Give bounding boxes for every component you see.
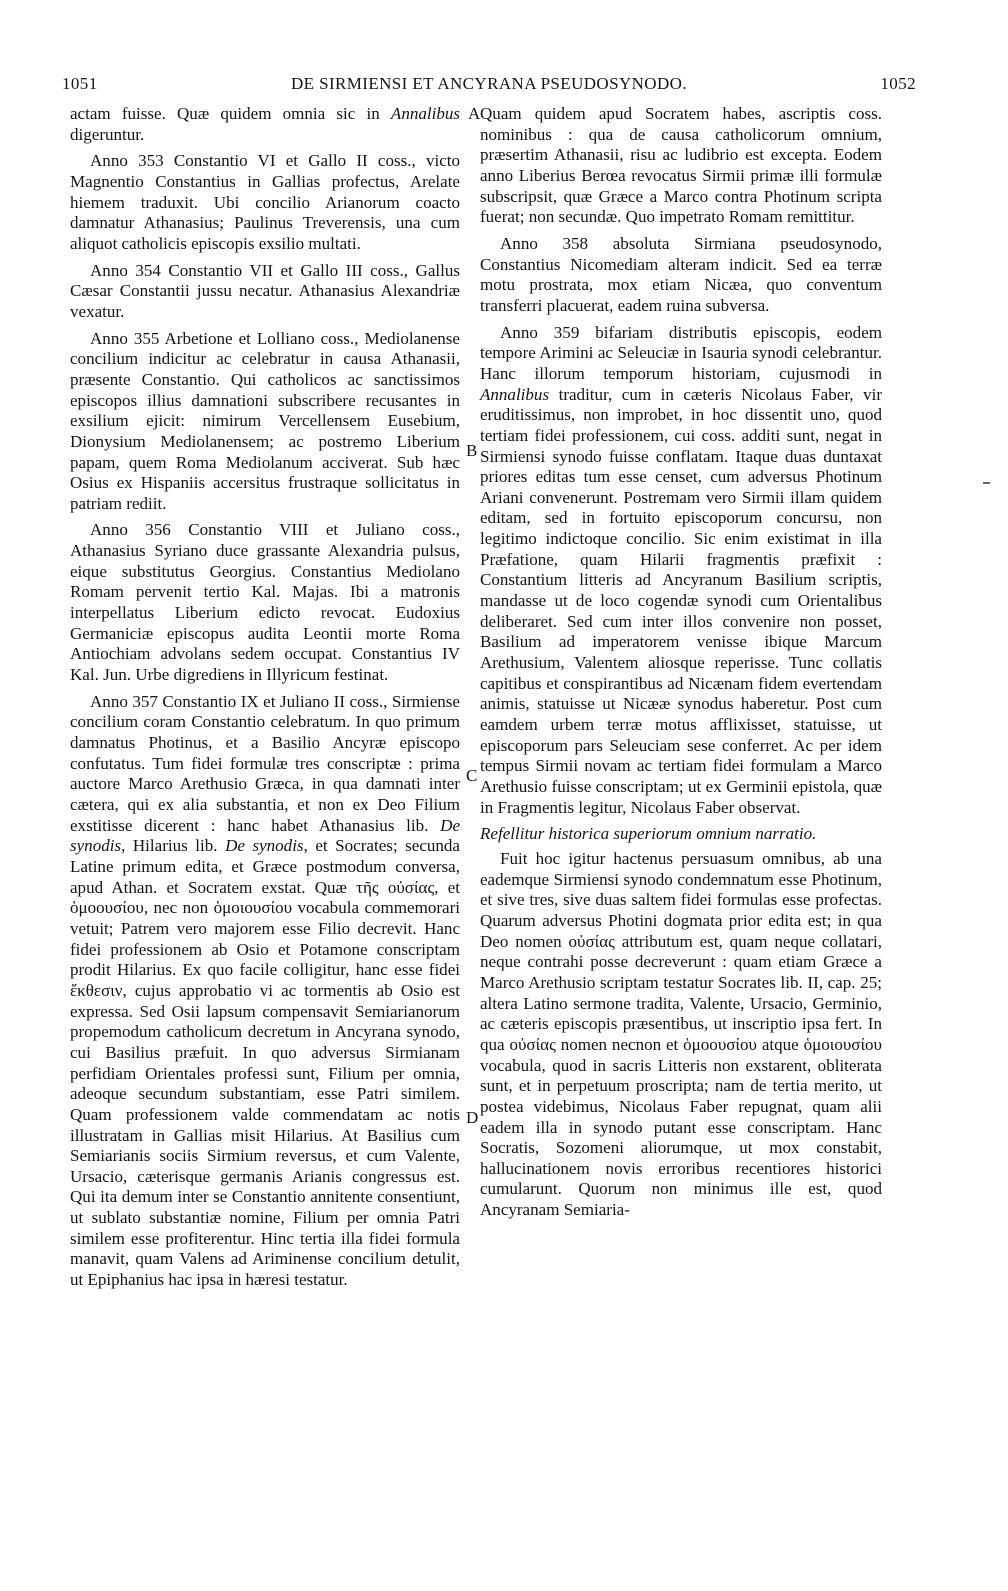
paragraph-anno-356: Anno 356 Constantio VIII et Juliano coss., Athanasius Syriano duce grassante Alexandria pulsus, eique substitutus Georgius. Constantius Mediolano Romam pervenit tertio Kal. Majas. Ibi a matronis interpellatus Liberium edicto revocat. Eudoxius Germaniciæ episcopus audita Leontii morte Roma Antiochiam advolans sedem occupat. Constantius IV Kal. Jun. Urbe digrediens in Illyricum festinat. xyxy=(70,520,460,685)
running-header xyxy=(62,74,916,102)
text-run: traditur, cum in cæteris Nicolaus Faber, vir eruditissimus, non improbet, in hoc dissentit uno, quod tertiam fidei professionem, cui coss. additi sunt, negat in Sirmiensi synodo fuisse conflatam. Itaque duas duntaxat priores editas tum esse censet, cum adversus Photinum Ariani convenerunt. Postremam vero Sirmii illam quidem editam, sed in fortuito episcoporum concursu, non legitimo indictoque concilio. Sic enim existimat in illa Præfatione, quam Hilarii fragmentis præfixit : Constantium litteris ad Ancyranum Basilium scriptis, mandasse ut de loco cogendæ synodi cum Orientalibus deliberaret. Sed cum inter illos convenire non posset, Basilium ad imperatorem venisse ibique Marcum Arethusium, Valentem aliosque reperisse. Tunc collatis capitibus et conspirantibus ad Nicænam fidem evertendam animis, statuisse ut Nicææ synodus haberetur. Post cum eamdem urbem terræ motus afflixisset, statuisse, ut episcoporum pars Seleuciam sese conferret. Ac per idem tempus Sirmii novam ac tertiam fidei formulam a Marco Arethusio fuisse conscriptam; ut ex Germinii epistola, quæ in Fragmentis legitur, Nicolaus Faber observat. xyxy=(480,384,882,817)
left-column xyxy=(70,104,460,1297)
italic-title: Annalibus xyxy=(480,384,550,404)
paragraph-anno-359 xyxy=(480,323,882,819)
paragraph-anno-358: Anno 358 absoluta Sirmiana pseudosynodo, Constantius Nicomediam alteram indicit. Sed ea terræ motu prostrata, mox etiam Nicæa, quo conventum transferri placuerat, eadem ruina subversa. xyxy=(480,233,882,315)
paragraph-refutation: Fuit hoc igitur hactenus persuasum omnibus, ab una eademque Sirmiensi synodo condemnatum esse Photinum, et sive tres, sive duas saltem fidei formulas esse profectas. Quarum adversus Photini dogmata prior edita est; in qua Deo nomen οὐσίας attributum est, quam neque collatari, neque contrahi posse decreverunt : quam etiam Græce a Marco Arethusio scriptam testatur Socrates lib. II, cap. 25; altera Latino sermone tradita, Valente, Ursacio, Germinio, ac cæteris episcopis præsentibus, ut inscriptio ipsa fert. In qua οὐσίας nomen necnon et ὁμοουσίου atque ὁμοιουσίου vocabula, quod in sacris Litteris non exstarent, obliterata sunt, et in perpetuum proscripta; nam de tertia merito, ut postea videbimus, Nicolaus Faber repugnat, quam alii eadem illa in synodo putant esse conscriptam. Hanc Socratis, Sozomeni aliorumque, ut mox constabit, hallucinationem novis erroribus recentiores historici cumularunt. Quorum non minimus ille est, quod Ancyranam Semiaria- xyxy=(480,848,882,1220)
paragraph-anno-354: Anno 354 Constantio VII et Gallo III coss., Gallus Cæsar Constantii jussu necatur. Athanasius Alexandriæ vexatur. xyxy=(70,260,460,321)
scan-mark xyxy=(983,482,990,484)
page-number-left: 1051 xyxy=(62,74,98,93)
text-run: digeruntur. xyxy=(70,124,145,144)
section-subheading: Refellitur historica superiorum omnium narratio. xyxy=(480,824,817,844)
paragraph-continuation: Quam quidem apud Socratem habes, ascriptis coss. nominibus : qua de causa catholicorum omnium, præsertim Athanasii, risu ac ludibrio est excepta. Eodem anno Liberius Berœa revocatus Sirmii primæ illi formulæ subscripsit, quæ Græce a Marco contra Photinum scripta fuerat; non secundæ. Quo impetrato Romam remittitur. xyxy=(480,104,882,227)
margin-letter-b: B xyxy=(466,441,478,460)
paragraph-anno-353: Anno 353 Constantio VI et Gallo II coss., victo Magnentio Constantius in Gallias profectus, Arelate hiemem traduxit. Ubi concilio Arianorum coacto damnatur Athanasius; Paulinus Treverensis, una cum aliquot catholicis episcopis exsilio multati. xyxy=(70,151,460,253)
margin-letter-d: D xyxy=(466,1108,479,1127)
margin-letter-a: A xyxy=(468,104,481,123)
paragraph-anno-355: Anno 355 Arbetione et Lolliano coss., Mediolanense concilium indicitur ac celebratur in causa Athanasii, præsente Constantio. Qui catholicos ac sanctissimos episcopos illius damnationi subscribere recusantes in exsilium ejicit: nimirum Vercellensem Eusebium, Dionysium Mediolanensem; ac postremo Liberium papam, quem Roma Mediolanum acciverat. Sub hæc Osius ex Hispaniis accersitus frustraque sollicitatus in patriam rediit. xyxy=(70,328,460,513)
text-run: actam fuisse. Quæ quidem omnia sic in xyxy=(70,104,391,123)
page-number-right: 1052 xyxy=(880,74,916,93)
italic-title: Annalibus xyxy=(390,104,460,123)
text-run: Anno 357 Constantio IX et Juliano II coss., Sirmiense concilium coram Constantio celebratum. In quo primum damnatus Photinus, et a Basilio Ancyræ episcopo confutatus. Tum fidei formulæ tres conscriptæ : prima auctore Marco Arethusio Græca, in qua damnati inter cætera, qui ex alia substantia, et non ex Deo Filium exstitisse dicerent : hanc habet Athanasius lib. xyxy=(70,691,460,835)
italic-title: De synodis xyxy=(225,836,304,856)
text-run: , Hilarius lib. xyxy=(121,836,226,856)
paragraph-anno-357 xyxy=(70,692,460,1291)
text-run: , et Socrates; secunda Latine primum edita, et Græce postmodum conversa, apud Athan. et Socratem exstat. Quæ τῆς οὐσίας, et ὁμοουσίου, nec non ὁμοιουσίου vocabula commemorari vetuit; Patrem vero majorem esse Filio decrevit. Hanc fidei professionem ab Osio et Potamone conscriptam prodit Hilarius. Ex quo facile colligitur, hanc esse fidei ἔκθεσιν, cujus approbatio vi ac tormentis ab Osio est expressa. Sed Osii lapsum compensavit Semiarianorum propemodum catholicum decretum in Ancyrana synodo, cui Basilius præfuit. In quo adversus Sirmianam perfidiam Orientales professi sunt, Filium per omnia, adeoque secundum substantiam, esse Patri similem. Quam professionem valde commendatam ac notis illustratam in Gallias misit Hilarius. At Basilius cum Semiarianis sociis Sirmium reversus, et cum Valente, Ursacio, cæterisque germanis Arianis congressus est. Qui ita demum inter se Constantio annitente consentiunt, ut sublato substantiæ nomine, Filium per omnia Patri similem esse profiterentur. Hinc tertia illa fidei formula manavit, quam Valens ad Ariminense concilium detulit, ut Epiphanius hac ipsa in hæresi testatur. xyxy=(70,836,460,1290)
right-column xyxy=(480,104,882,1227)
margin-letter-c: C xyxy=(466,766,478,785)
italic-title: De synodis xyxy=(70,815,460,856)
text-run: Anno 359 bifariam distributis episcopis, eodem tempore Arimini ac Seleuciæ in Isauria synodi celebrantur. Hanc illorum temporum historiam, cujusmodi in xyxy=(480,322,882,383)
running-title: DE SIRMIENSI ET ANCYRANA PSEUDOSYNODO. xyxy=(290,74,687,93)
paragraph-continuation xyxy=(70,104,460,145)
